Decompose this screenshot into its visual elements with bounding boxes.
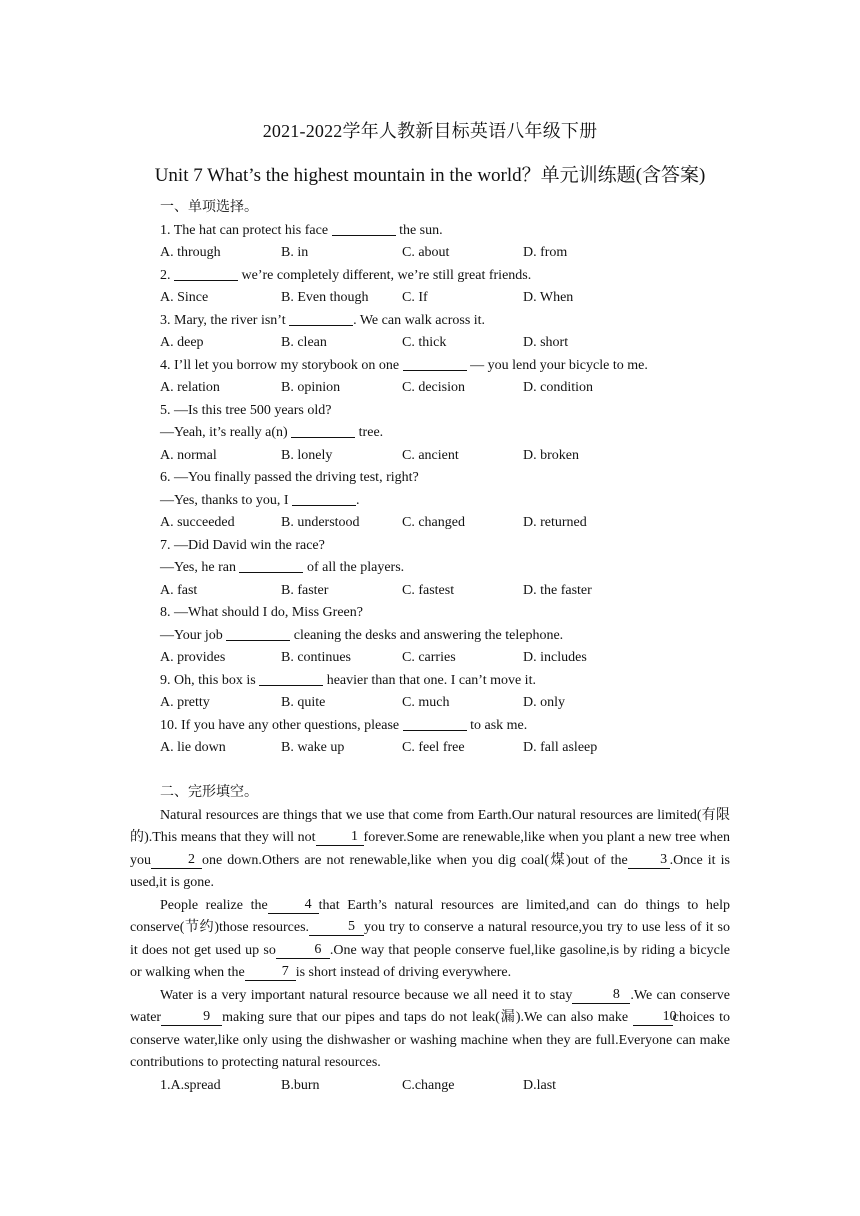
question-text: 7. —Did David win the race? (160, 537, 325, 553)
option-label: A. through (160, 245, 221, 260)
option-label: C. feel free (402, 740, 465, 755)
answer-blank (226, 625, 290, 641)
option-label: A. fast (160, 582, 198, 598)
option-row (160, 580, 730, 603)
option-label: B. in (281, 245, 309, 260)
option-label: B. Even though (281, 290, 369, 305)
option-label: B.burn (281, 1077, 320, 1093)
option-label: A. normal (160, 447, 217, 463)
option-row (160, 332, 730, 355)
option-label: B. opinion (281, 380, 341, 395)
option-label: A. pretty (160, 695, 210, 710)
option-label: A. provides (160, 650, 226, 665)
question-text: —Your job cleaning the desks and answering the telephone. (160, 625, 730, 648)
option-row (160, 377, 730, 400)
cloze-paragraph: People realize the 4 that Earth’s natural resources are limited,and can do things to help conserve(节约)those resources. 5 you try to conserve a natural resource,you try to use less of it so it does not get used up so 6 .One way that people conserve fuel,like gasoline,is by riding a bicycle or walking when the 7 is short instead of driving everywhere. (130, 896, 730, 980)
option-label: D. condition (523, 380, 593, 395)
option-label: C. thick (402, 335, 447, 350)
option-label: B. faster (281, 582, 329, 598)
option-label: D. the faster (523, 582, 592, 598)
option-row (160, 512, 730, 535)
answer-blank (332, 220, 396, 236)
cloze-blank: 1 (316, 829, 364, 846)
option-label: B. lonely (281, 447, 333, 463)
option-label: D. returned (523, 515, 587, 530)
question-text: 2. we’re completely different, we’re still great friends. (160, 265, 730, 288)
option-label: A. relation (160, 380, 220, 395)
question-text: —Yes, thanks to you, I . (160, 490, 730, 513)
option-label: A. lie down (160, 740, 226, 755)
question-text: 9. Oh, this box is heavier than that one. I can’t move it. (160, 670, 730, 693)
option-label: D. only (523, 695, 565, 710)
question-text: 3. Mary, the river isn’t . We can walk across it. (160, 310, 730, 333)
option-label: A. Since (160, 290, 209, 305)
option-label: C. changed (402, 515, 465, 530)
document-title: 2021-2022学年人教新目标英语八年级下册 (262, 121, 598, 141)
option-row (160, 445, 730, 468)
option-label: C.change (402, 1077, 455, 1093)
document-subtitle: Unit 7 What’s the highest mountain in the world？单元训练题(含答案) (154, 165, 706, 186)
question-text: 8. —What should I do, Miss Green? (160, 605, 363, 620)
option-label: C. fastest (402, 582, 455, 598)
multiple-choice-section (160, 197, 730, 760)
option-row (160, 737, 730, 760)
section-heading: 二、完形填空。 (160, 785, 258, 800)
question-text: 10. If you have any other questions, please to ask me. (160, 715, 730, 738)
option-label: C. about (402, 245, 450, 260)
answer-blank (174, 265, 238, 281)
option-label: D. fall asleep (523, 740, 598, 755)
cloze-paragraph: Water is a very important natural resource because we all need it to stay 8 .We can conserve water 9 making sure that our pipes and taps do not leak(漏).We can also make 10choices to conserve water,like only using the dishwasher or washing machine when they are full.Everyone can make contributions to protecting natural resources. (130, 986, 730, 1070)
question-text: —Yes, he ran of all the players. (160, 557, 730, 580)
cloze-blank: 9 (161, 1009, 222, 1026)
option-label: C. much (402, 695, 450, 710)
option-label: D. includes (523, 650, 587, 665)
answer-blank (403, 715, 467, 731)
cloze-blank: 3 (628, 852, 670, 869)
cloze-section (130, 782, 730, 1097)
option-row (160, 287, 730, 310)
option-label: B. understood (281, 515, 360, 530)
question-text: 6. —You finally passed the driving test, right? (160, 470, 419, 485)
question-text: —Yeah, it’s really a(n) tree. (160, 422, 730, 445)
cloze-options (130, 1075, 730, 1098)
cloze-blank: 8 (572, 987, 630, 1004)
option-label: D. When (523, 290, 574, 305)
option-label: C. ancient (402, 447, 459, 463)
question-list (160, 220, 730, 760)
option-label: C. decision (402, 380, 465, 395)
section-heading: 一、单项选择。 (160, 200, 258, 215)
answer-blank (403, 355, 467, 371)
option-row (160, 647, 730, 670)
cloze-blank: 10 (633, 1009, 673, 1026)
answer-blank (292, 490, 356, 506)
cloze-blank: 5 (309, 919, 364, 936)
option-label: B. quite (281, 695, 326, 710)
cloze-blank: 6 (276, 942, 330, 959)
answer-blank (291, 422, 355, 438)
option-label: 1.A.spread (160, 1077, 221, 1093)
option-label: C. carries (402, 650, 456, 665)
option-row (160, 692, 730, 715)
option-label: B. continues (281, 650, 351, 665)
question-text: 1. The hat can protect his face the sun. (160, 220, 730, 243)
option-label: A. succeeded (160, 515, 235, 530)
option-row (160, 242, 730, 265)
option-label: B. wake up (281, 740, 345, 755)
option-label: A. deep (160, 335, 204, 350)
option-label: B. clean (281, 335, 327, 350)
option-label: D. short (523, 335, 569, 350)
option-label: C. If (402, 290, 428, 305)
option-label: D.last (523, 1077, 557, 1093)
answer-blank (259, 670, 323, 686)
option-label: D. from (523, 245, 568, 260)
option-label: D. broken (523, 447, 579, 463)
answer-blank (289, 310, 353, 326)
cloze-blank: 2 (151, 852, 202, 869)
question-text: 4. I’ll let you borrow my storybook on one — you lend your bicycle to me. (160, 355, 730, 378)
question-text: 5. —Is this tree 500 years old? (160, 402, 332, 418)
answer-blank (239, 557, 303, 573)
cloze-blank: 4 (268, 897, 319, 914)
cloze-blank: 7 (245, 964, 296, 981)
cloze-paragraph: Natural resources are things that we use that come from Earth.Our natural resources are limited(有限的).This means that they will not 1 forever.Some are renewable,like when you plant a new tree when you 2 one down.Others are not renewable,like when you dig coal(煤)out of the 3 .Once it is used,it is gone. (130, 807, 730, 890)
